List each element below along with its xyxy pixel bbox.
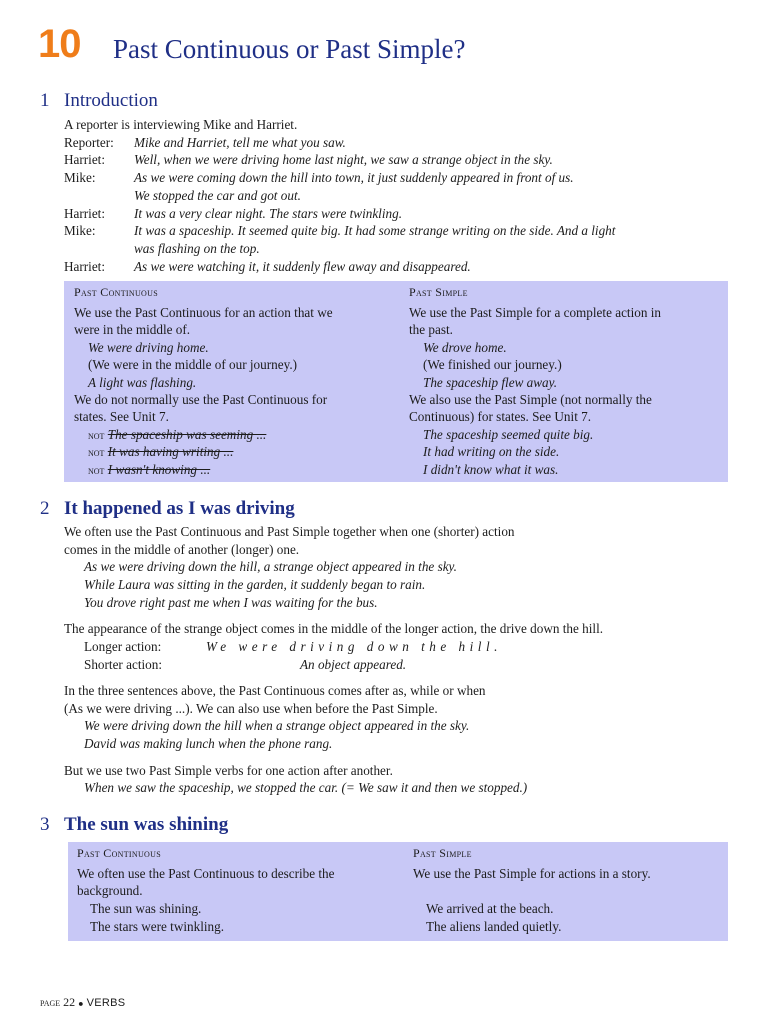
box-heading-past-simple: Past Simple	[409, 285, 468, 299]
example-sentence: When we saw the spaceship, we stopped the car. (= We saw it and then we stopped.)	[84, 780, 528, 795]
box-text: (We were in the middle of our journey.)	[88, 357, 298, 372]
dialogue-line: Well, when we were driving home last night, we saw a strange object in the sky.	[134, 152, 553, 167]
page-number: page 22	[40, 995, 76, 1009]
box-text: were in the middle of.	[74, 322, 191, 337]
box-example: I didn't know what it was.	[423, 462, 559, 477]
section-1-intro: A reporter is interviewing Mike and Harriet.	[64, 117, 298, 132]
box-text: Continuous) for states. See Unit 7.	[409, 409, 592, 424]
box-text: background.	[77, 883, 143, 898]
paragraph: comes in the middle of another (longer) one.	[64, 542, 300, 557]
box-text: the past.	[409, 322, 453, 337]
box-text: We also use the Past Simple (not normally the	[409, 392, 652, 407]
not-label: not	[88, 430, 105, 442]
dialogue-line: Mike and Harriet, tell me what you saw.	[134, 135, 346, 150]
incorrect-example	[88, 461, 210, 480]
dialogue-line: As we were coming down the hill into town, it just suddenly appeared in front of us.	[134, 170, 574, 185]
paragraph: The appearance of the strange object comes in the middle of the longer action, the drive down the hill.	[64, 621, 604, 636]
dialogue-line: We stopped the car and got out.	[134, 188, 301, 203]
box-example: The spaceship flew away.	[423, 375, 558, 390]
box-heading-past-simple: Past Simple	[413, 846, 472, 860]
comparison-box-1	[64, 281, 728, 482]
box-example: We were driving home.	[88, 340, 209, 355]
section-1-number: 1	[40, 90, 50, 111]
box-text: states. See Unit 7.	[74, 409, 169, 424]
dialogue-line: As we were watching it, it suddenly flew away and disappeared.	[134, 259, 471, 274]
unit-number: 10	[38, 22, 81, 66]
speaker-label: Reporter:	[64, 135, 114, 150]
box-example: We drove home.	[423, 340, 507, 355]
box-text: We do not normally use the Past Continuous for	[74, 392, 328, 407]
not-label: not	[88, 465, 105, 477]
dialogue-line: It was a very clear night. The stars were twinkling.	[134, 206, 402, 221]
page-title: Past Continuous or Past Simple?	[113, 34, 466, 64]
speaker-label: Harriet:	[64, 206, 106, 221]
box-example: A light was flashing.	[88, 375, 197, 390]
section-2-title: It happened as I was driving	[64, 498, 295, 519]
box-example: The stars were twinkling.	[90, 919, 225, 934]
box-example: We arrived at the beach.	[426, 901, 554, 916]
box-example: The spaceship seemed quite big.	[423, 427, 594, 442]
example-sentence: You drove right past me when I was waiting for the bus.	[84, 595, 378, 610]
box-example: The aliens landed quietly.	[426, 919, 562, 934]
box-text: (We finished our journey.)	[423, 357, 562, 372]
box-heading-past-continuous: Past Continuous	[77, 846, 161, 860]
struck-example: I wasn't knowing ...	[107, 462, 211, 477]
section-3-number: 3	[40, 814, 50, 835]
box-example: It had writing on the side.	[423, 444, 560, 459]
section-2-number: 2	[40, 498, 50, 519]
box-text: We use the Past Simple for a complete action in	[409, 305, 661, 320]
section-3-title: The sun was shining	[64, 814, 229, 835]
box-heading-past-continuous: Past Continuous	[74, 285, 158, 299]
speaker-label: Mike:	[64, 223, 96, 238]
box-example: The sun was shining.	[90, 901, 202, 916]
example-sentence: While Laura was sitting in the garden, it suddenly began to rain.	[84, 577, 426, 592]
footer-section: VERBS	[86, 997, 126, 1009]
struck-example: The spaceship was seeming ...	[107, 427, 267, 442]
struck-example: It was having writing ...	[107, 444, 234, 459]
paragraph: (As we were driving ...). We can also use when before the Past Simple.	[64, 701, 438, 716]
shorter-action-label: Shorter action:	[84, 657, 163, 672]
paragraph: But we use two Past Simple verbs for one action after another.	[64, 763, 393, 778]
speaker-label: Mike:	[64, 170, 96, 185]
bullet-icon: ●	[78, 998, 84, 1009]
shorter-action-text: An object appeared.	[300, 657, 407, 672]
example-sentence: As we were driving down the hill, a strange object appeared in the sky.	[84, 559, 457, 574]
comparison-box-2	[68, 842, 728, 941]
speaker-label: Harriet:	[64, 259, 106, 274]
box-text: We use the Past Continuous for an action that we	[74, 305, 333, 320]
section-1-title: Introduction	[64, 90, 158, 111]
example-sentence: We were driving down the hill when a strange object appeared in the sky.	[84, 718, 470, 733]
dialogue-line: It was a spaceship. It seemed quite big. It had some strange writing on the side. And a light	[134, 223, 616, 238]
dialogue-line: was flashing on the top.	[134, 241, 260, 256]
paragraph: We often use the Past Continuous and Past Simple together when one (shorter) action	[64, 524, 515, 539]
longer-action-label: Longer action:	[84, 639, 162, 654]
box-text: We often use the Past Continuous to describe the	[77, 866, 335, 881]
speaker-label: Harriet:	[64, 152, 106, 167]
paragraph: In the three sentences above, the Past Continuous comes after as, while or when	[64, 683, 486, 698]
not-label: not	[88, 447, 105, 459]
page-footer	[40, 995, 125, 1010]
incorrect-example	[88, 443, 233, 462]
longer-action-text: We were driving down the hill.	[206, 639, 502, 654]
example-sentence: David was making lunch when the phone rang.	[84, 736, 333, 751]
box-text: We use the Past Simple for actions in a story.	[413, 866, 651, 881]
